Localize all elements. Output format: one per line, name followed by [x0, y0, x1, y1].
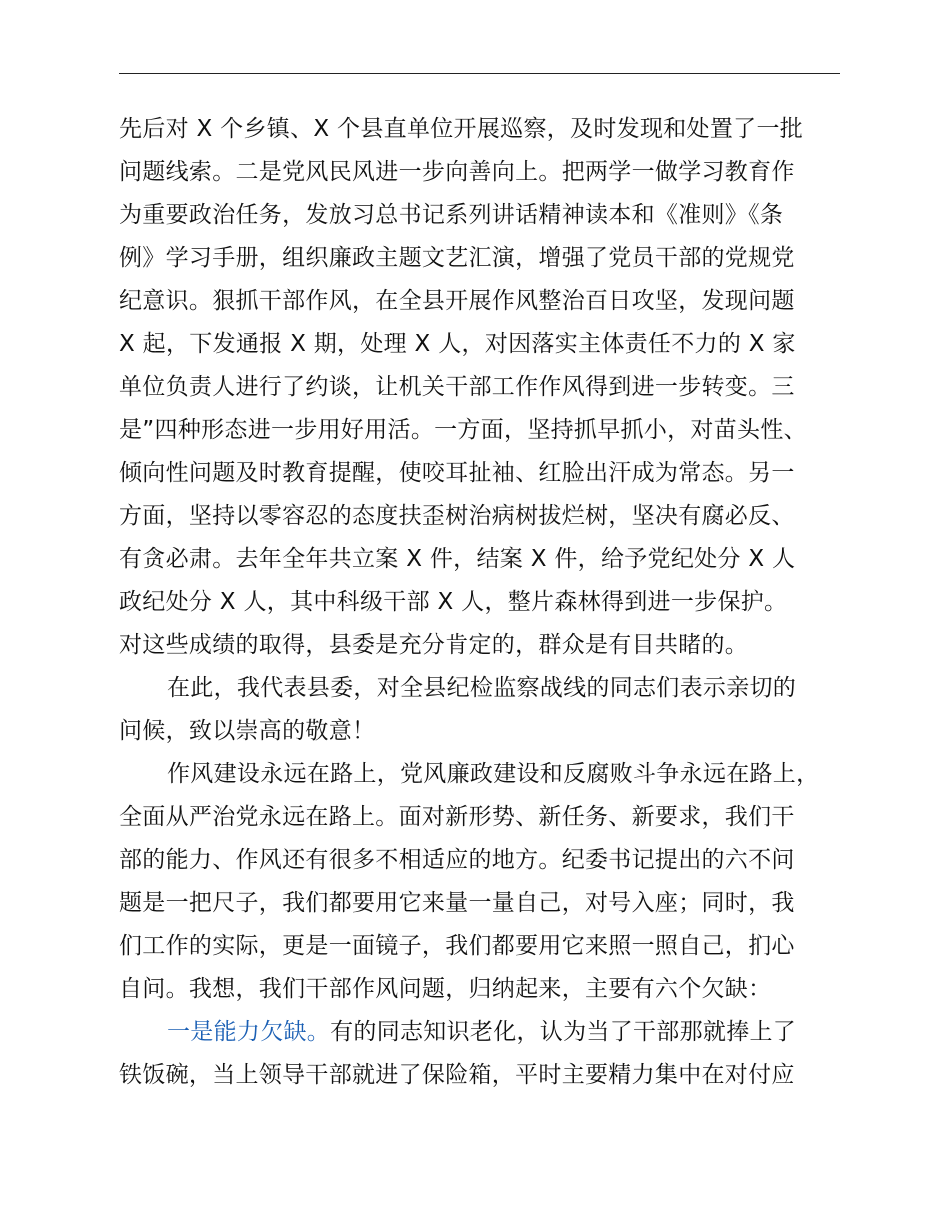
text-line: 单位负责人进行了约谈，让机关干部工作作风得到进一步转变。三	[119, 374, 795, 400]
text-line: 倾向性问题及时教育提醒，使咬耳扯袖、红脸出汗成为常态。另一	[119, 460, 795, 486]
paragraph-text: 有的同志知识老化，认为当了干部那就捧上了	[330, 1019, 797, 1045]
text-line: X 起，下发通报 X 期，处理 X 人，对因落实主体责任不力的 X 家	[119, 331, 796, 357]
text-line: 政纪处分 X 人，其中科级干部 X 人，整片森林得到进一步保护。	[119, 589, 788, 615]
text-line: 们工作的实际，更是一面镜子，我们都要用它来照一照自己，扪心	[119, 933, 795, 959]
text-line: 有贪必肃。去年全年共立案 X 件，结案 X 件，给予党纪处分 X 人	[119, 546, 796, 572]
text-line: 自问。我想，我们干部作风问题，归纳起来，主要有六个欠缺：	[119, 976, 772, 1002]
text-line: 为重要政治任务，发放习总书记系列讲话精神读本和《准则》《条	[119, 202, 784, 228]
paragraph-start: 在此，我代表县委，对全县纪检监察战线的同志们表示亲切的	[167, 675, 797, 701]
text-line: 问题线索。二是党风民风进一步向善向上。把两学一做学习教育作	[119, 159, 795, 185]
text-line: 问候，致以崇高的敬意！	[119, 718, 376, 744]
text-line: 是”四种形态进一步用好用活。一方面，坚持抓早抓小，对苗头性、	[119, 417, 807, 443]
section-heading: 一是能力欠缺。	[167, 1019, 331, 1045]
text-line: 对这些成绩的取得，县委是充分肯定的，群众是有目共睹的。	[119, 632, 749, 658]
text-line: 例》学习手册，组织廉政主题文艺汇演，增强了党员干部的党规党	[119, 245, 795, 271]
text-line: 铁饭碗，当上领导干部就进了保险箱，平时主要精力集中在对付应	[119, 1062, 795, 1088]
header-rule	[119, 73, 840, 74]
text-line: 纪意识。狠抓干部作风，在全县开展作风整治百日攻坚，发现问题	[119, 288, 795, 314]
text-line: 全面从严治党永远在路上。面对新形势、新任务、新要求，我们干	[119, 804, 795, 830]
text-line: 先后对 X 个乡镇、X 个县直单位开展巡察，及时发现和处置了一批	[119, 116, 804, 142]
text-line: 部的能力、作风还有很多不相适应的地方。纪委书记提出的六不问	[119, 847, 795, 873]
paragraph-start	[119, 1011, 844, 1054]
document-body	[119, 108, 844, 1097]
paragraph-start: 作风建设永远在路上，党风廉政建设和反腐败斗争永远在路上，	[167, 761, 820, 787]
text-line: 方面，坚持以零容忍的态度扶歪树治病树拔烂树，坚决有腐必反、	[119, 503, 795, 529]
text-line: 题是一把尺子，我们都要用它来量一量自己，对号入座；同时，我	[119, 890, 795, 916]
